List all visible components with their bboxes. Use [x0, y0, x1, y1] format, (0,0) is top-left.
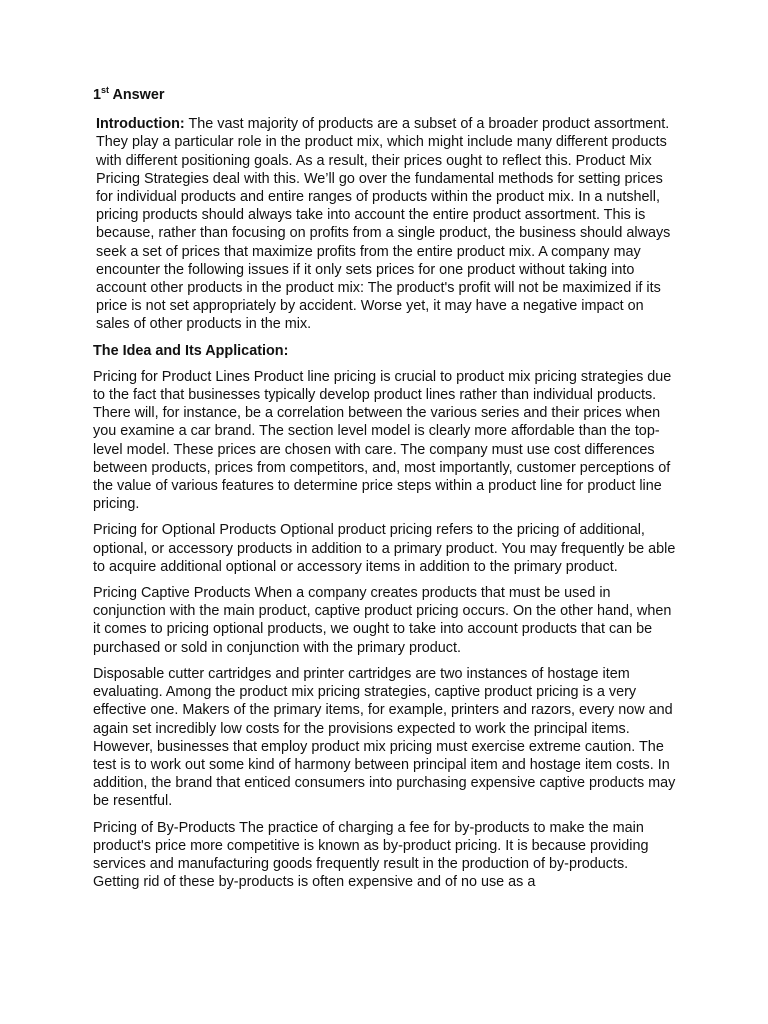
intro-text: The vast majority of products are a subset of a broader product assortment. They play a particular role in the product mix, which might include many different products with different positioning goals. As a result, their prices ought to reflect this. Product Mix Pricing Strategies deal with this. We’ll go over the fundamental methods for setting prices for individual products and entire ranges of products within the product mix. In a nutshell, pricing products should always take into account the entire product assortment. This is because, rather than focusing on profits from a single product, the business should always seek a set of prices that maximize profits from the entire product mix. A company may encounter the following issues if it only sets prices for one product without taking into account other products in the product mix: The product's profit will not be maximized if its price is not set appropriately by accident. Worse yet, it may have a negative impact on sales of other products in the mix. [96, 116, 671, 333]
answer-heading [93, 86, 677, 104]
intro-label: Introduction: [96, 116, 185, 133]
paragraph-by-products: Pricing of By-Products The practice of charging a fee for by-products to make the main product's price more competitive is known as by-product pricing. It is because providing services and manufacturing goods frequently result in the production of by-products. Getting rid of these by-products is often expensive and of no use as a [93, 819, 649, 891]
answer-number: 1 [93, 87, 102, 103]
paragraph-product-lines: Pricing for Product Lines Product line pricing is crucial to product mix pricing strategies due to the fact that businesses typically develop product lines rather than individual products. There will, for instance, be a correlation between the various series and their prices when you examine a car brand. The section level model is clearly more affordable than the top-level model. These prices are chosen with care. The company must use cost differences between products, prices from competitors, and, most importantly, customer perceptions of the value of various features to determine price steps within a product line for product line pricing. [93, 368, 672, 513]
paragraph-cartridges: Disposable cutter cartridges and printer cartridges are two instances of hostage item evaluating. Among the product mix pricing strategies, captive product pricing is a very effective one. Makers of the primary items, for example, printers and razors, every now and again set incredibly low costs for the provisions expected to work the principal items. However, businesses that employ product mix pricing must exercise extreme caution. The test is to work out some kind of harmony between principal item and hostage item costs. In addition, the brand that enticed consumers into purchasing expensive captive products may be resentful. [93, 665, 676, 810]
intro-paragraph [96, 115, 677, 333]
paragraph-optional-products: Pricing for Optional Products Optional product pricing refers to the pricing of additional, optional, or accessory products in addition to a primary product. You may frequently be able to acquire additional optional or accessory items in addition to the primary product. [93, 522, 676, 575]
section-heading: The Idea and Its Application: [93, 342, 289, 359]
document-page [93, 86, 677, 899]
paragraph-captive-products: Pricing Captive Products When a company creates products that must be used in conjunction with the main product, captive product pricing occurs. On the other hand, when it comes to pricing optional products, we ought to take into account products that can be purchased or sold in conjunction with the primary product. [93, 585, 672, 656]
answer-heading-text: Answer [109, 87, 165, 103]
answer-ordinal-suffix: st [101, 85, 110, 96]
